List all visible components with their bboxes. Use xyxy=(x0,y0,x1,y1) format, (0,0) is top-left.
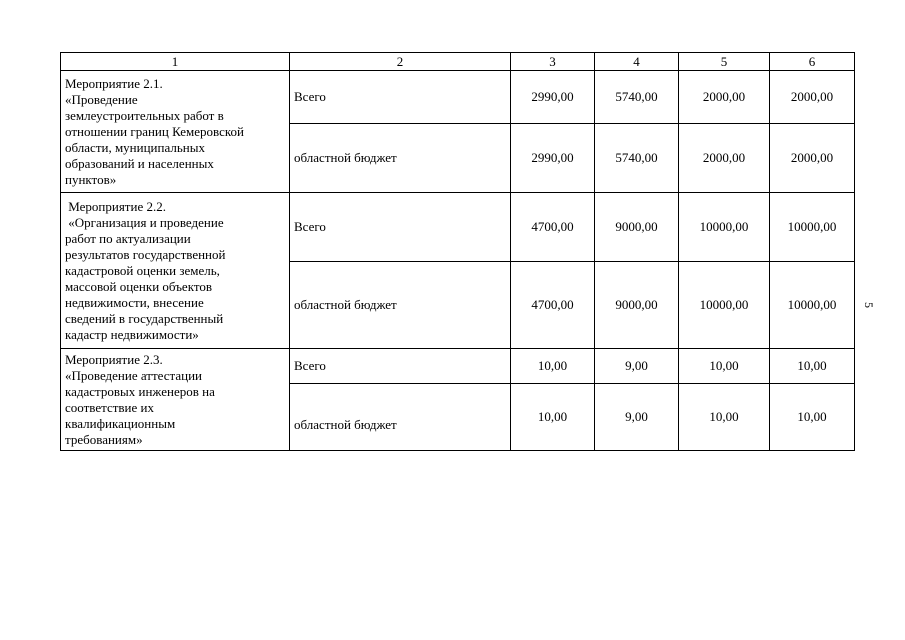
header-col-4: 4 xyxy=(595,53,679,71)
value-cell: 5740,00 xyxy=(595,124,679,193)
value-cell: 2000,00 xyxy=(679,71,770,124)
value-cell: 10,00 xyxy=(679,349,770,384)
value-cell: 10,00 xyxy=(511,384,595,451)
funding-source: Всего xyxy=(290,193,511,262)
header-col-5: 5 xyxy=(679,53,770,71)
value-cell: 10000,00 xyxy=(679,193,770,262)
value-cell: 5740,00 xyxy=(595,71,679,124)
value-cell: 10,00 xyxy=(511,349,595,384)
value-cell: 4700,00 xyxy=(511,193,595,262)
value-cell: 2990,00 xyxy=(511,124,595,193)
value-cell: 10000,00 xyxy=(770,262,855,349)
value-cell: 9,00 xyxy=(595,384,679,451)
value-cell: 2990,00 xyxy=(511,71,595,124)
header-col-3: 3 xyxy=(511,53,595,71)
activity-name: Мероприятие 2.2. «Организация и проведение работ по актуализации результатов государственной кадастровой оценки земель, массовой оценки объектов недвижимости, внесение сведений в государственный кадастр недвижимости» xyxy=(61,193,290,349)
table-row xyxy=(61,193,855,262)
value-cell: 2000,00 xyxy=(770,124,855,193)
funding-source: Всего xyxy=(290,71,511,124)
header-col-2: 2 xyxy=(290,53,511,71)
header-col-6: 6 xyxy=(770,53,855,71)
table-row xyxy=(61,349,855,384)
value-cell: 9000,00 xyxy=(595,193,679,262)
funding-source: Всего xyxy=(290,349,511,384)
value-cell: 10,00 xyxy=(770,349,855,384)
header-col-1: 1 xyxy=(61,53,290,71)
activity-name: Мероприятие 2.3. «Проведение аттестации кадастровых инженеров на соответствие их квалификационным требованиям» xyxy=(61,349,290,451)
value-cell: 2000,00 xyxy=(679,124,770,193)
activity-name: Мероприятие 2.1. «Проведение землеустроительных работ в отношении границ Кемеровской области, муниципальных образований и населенных пунктов» xyxy=(61,71,290,193)
funding-source: областной бюджет xyxy=(290,384,511,451)
funding-source: областной бюджет xyxy=(290,124,511,193)
funding-source: областной бюджет xyxy=(290,262,511,349)
value-cell: 10,00 xyxy=(679,384,770,451)
value-cell: 9,00 xyxy=(595,349,679,384)
value-cell: 10000,00 xyxy=(770,193,855,262)
value-cell: 10000,00 xyxy=(679,262,770,349)
header-row xyxy=(61,53,855,71)
table-row xyxy=(61,71,855,124)
value-cell: 4700,00 xyxy=(511,262,595,349)
value-cell: 10,00 xyxy=(770,384,855,451)
page-number: 5 xyxy=(862,302,876,308)
value-cell: 9000,00 xyxy=(595,262,679,349)
value-cell: 2000,00 xyxy=(770,71,855,124)
budget-table xyxy=(60,52,855,451)
